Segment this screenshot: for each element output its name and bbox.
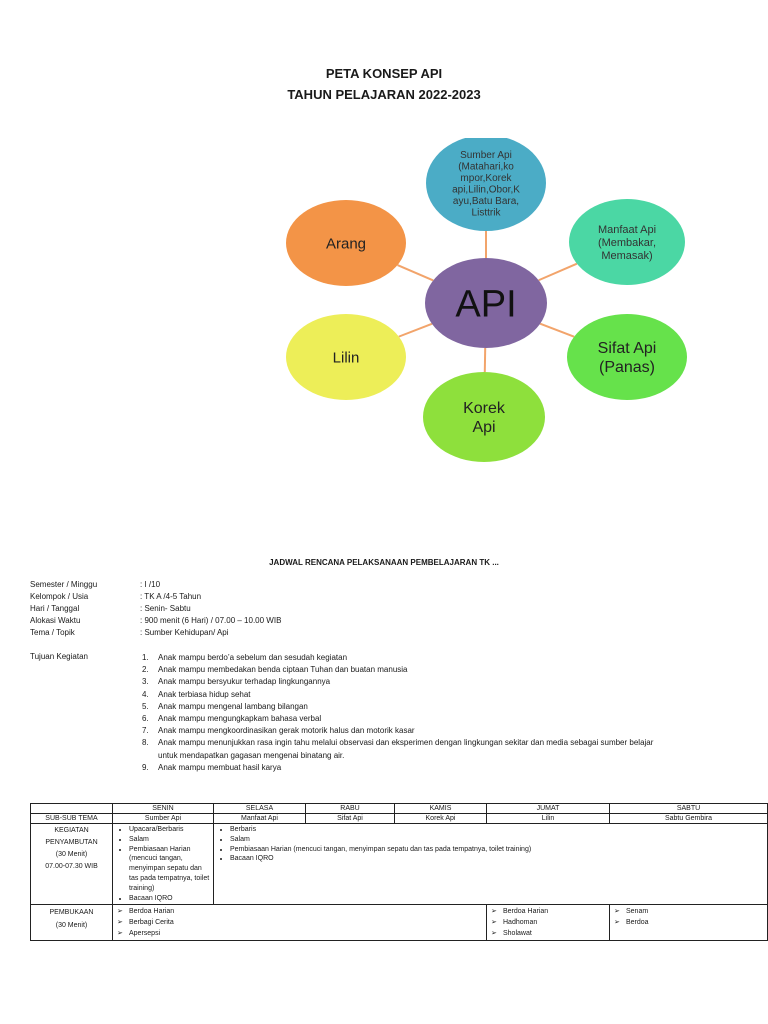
table-cell: Lilin — [487, 814, 610, 824]
goal-item: 7. Anak mampu mengkoordinasikan gerak motorik halus dan motorik kasar — [142, 726, 415, 736]
goal-item: 2. Anak mampu membedakan benda ciptaan Tuhan dan buatan manusia — [142, 665, 408, 675]
meta-value: : 900 menit (6 Hari) / 07.00 – 10.00 WIB — [140, 616, 282, 625]
bubble-label: Lilin — [332, 349, 360, 367]
bubble-label: Api — [472, 419, 496, 437]
list-item: • Salam — [129, 835, 211, 845]
list-item: • Salam — [230, 835, 765, 845]
node-sifat — [567, 314, 687, 400]
node-manfaat — [569, 199, 685, 285]
bubble-label: Sifat Api — [597, 340, 657, 358]
goal-item: 1. Anak mampu berdo’a sebelum dan sesudah kegiatan — [142, 653, 348, 662]
table-cell — [214, 824, 768, 905]
day-header: KAMIS — [395, 804, 487, 814]
bubble-label: Listtrik — [471, 207, 501, 219]
doc-year: TAHUN PELAJARAN 2022-2023 — [287, 87, 481, 102]
day-header: SELASA — [214, 804, 306, 814]
goal-item: 8. Anak mampu menunjukkan rasa ingin tahu melalui observasi dan eksperimen dengan lingkungan sekitar dan media sebagai sumber belajar untuk mendapatkan gagasan mengenai binatang air. — [142, 738, 654, 760]
node-sumber — [426, 138, 546, 231]
row-label: KEGIATAN PENYAMBUTAN (30 Menit) 07.00-07.30 WIB — [31, 824, 113, 905]
table-cell: Sabtu Gembira — [610, 814, 768, 824]
list-item: • Upacara/Berbaris — [129, 825, 211, 835]
meta-label: Semester / Minggu — [30, 580, 98, 589]
connector-line — [399, 324, 432, 337]
goal-item: 3. Anak mampu bersyukur terhadap lingkungannya — [142, 677, 331, 687]
table-row — [31, 905, 768, 941]
bubble-label: API — [455, 283, 517, 326]
list-item: ➢ Berbagi Cerita — [115, 917, 484, 928]
table-cell: Sumber Api — [113, 814, 214, 824]
node-lilin — [286, 314, 406, 400]
table-cell: Korek Api — [395, 814, 487, 824]
goal-item: 6. Anak mampu mengungkapkam bahasa verbal — [142, 714, 322, 724]
table-row — [31, 804, 768, 814]
bubble-label: (Panas) — [598, 359, 656, 377]
meta-value: : Sumber Kehidupan/ Api — [140, 628, 229, 637]
bubble-label: Korek — [463, 400, 505, 418]
meta-value: : I /10 — [140, 580, 161, 589]
schedule-table — [30, 803, 768, 941]
table-cell: Manfaat Api — [214, 814, 306, 824]
list-item: ➢ Hadhoman — [489, 917, 607, 928]
day-header: JUMAT — [487, 804, 610, 814]
goals-label: Tujuan Kegiatan — [30, 652, 88, 661]
goal-item: 4. Anak terbiasa hidup sehat — [142, 689, 251, 699]
list-item: • Pembiasaan Harian (mencuci tangan, menyimpan sepatu dan tas pada tempatnya, toilet training) — [230, 845, 765, 855]
goal-item: 9. Anak mampu membuat hasil karya — [142, 762, 282, 772]
list-item: ➢ Senam — [612, 906, 765, 917]
day-header: RABU — [306, 804, 395, 814]
meta-value: : Senin- Sabtu — [140, 604, 191, 613]
connector-line — [397, 265, 433, 280]
schedule-title: JADWAL RENCANA PELAKSANAAN PEMBELAJARAN TK ... — [269, 558, 499, 567]
table-cell — [487, 905, 610, 941]
connector-line — [539, 264, 577, 281]
bubble-label: Manfaat Api — [597, 223, 657, 236]
bubble-label: Memasak) — [601, 249, 653, 262]
connector-line — [540, 324, 574, 337]
table-row — [31, 824, 768, 905]
list-item: ➢ Berdoa Harian — [489, 906, 607, 917]
row-label: PEMBUKAAN (30 Menit) — [31, 905, 113, 941]
meta-label: Tema / Topik — [30, 628, 75, 637]
bubble-label: Sumber Api — [460, 149, 512, 161]
table-cell — [113, 905, 487, 941]
list-item: ➢ Sholawat — [489, 928, 607, 939]
day-header: SENIN — [113, 804, 214, 814]
doc-title: PETA KONSEP API — [325, 66, 443, 81]
meta-label: Hari / Tanggal — [30, 604, 80, 613]
list-item: ➢ Apersepsi — [115, 928, 484, 939]
center-node — [425, 258, 547, 348]
bubble-label: (Membakar, — [597, 236, 657, 249]
day-header: SABTU — [610, 804, 768, 814]
meta-label: Kelompok / Usia — [30, 592, 89, 601]
node-korek — [423, 372, 545, 462]
meta-value: : TK A /4-5 Tahun — [140, 592, 202, 601]
list-item: ➢ Berdoa Harian — [115, 906, 484, 917]
bubble-label: (Matahari,ko — [458, 161, 514, 173]
bubble-label: ayu,Batu Bara, — [452, 195, 520, 207]
list-item: • Pembiasaan Harian (mencuci tangan, menyimpan sepatu dan tas pada tempatnya, toilet training) — [129, 845, 211, 894]
bubble-label: api,Lilin,Obor,K — [452, 184, 520, 196]
list-item: ➢ Berdoa — [612, 917, 765, 928]
table-row — [31, 814, 768, 824]
bubble-label: mpor,Korek — [460, 172, 512, 184]
goal-item: 5. Anak mampu mengenal lambang bilangan — [142, 701, 308, 711]
list-item: • Bacaan IQRO — [129, 894, 211, 904]
node-arang — [286, 200, 406, 286]
list-item: • Bacaan IQRO — [230, 854, 765, 864]
table-cell: Sifat Api — [306, 814, 395, 824]
goals-list — [142, 652, 672, 774]
bubble-label: Arang — [325, 235, 367, 253]
meta-label: Alokasi Waktu — [30, 616, 81, 625]
table-cell — [610, 905, 768, 941]
list-item: • Berbaris — [230, 825, 765, 835]
table-cell — [113, 824, 214, 905]
row-label: SUB-SUB TEMA — [31, 814, 113, 824]
concept-map — [270, 138, 700, 468]
